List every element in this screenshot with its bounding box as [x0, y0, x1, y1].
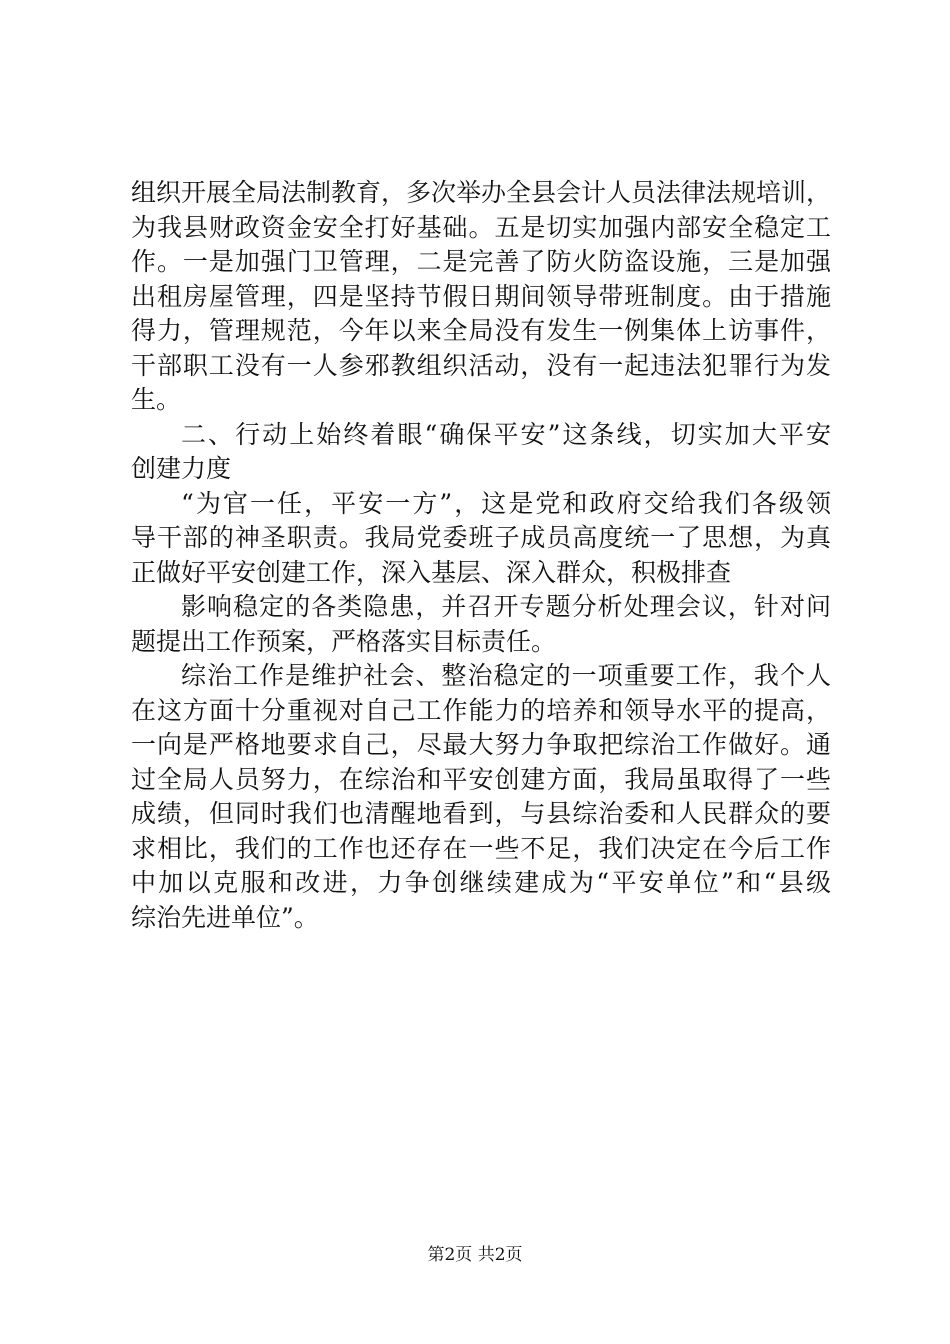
- text-line: 二、行动上始终着眼“确保平安”这条线，切实加大平安: [181, 419, 831, 449]
- text-line: 一向是严格地要求自己，尽最大努力争取把综治工作做好。通: [131, 730, 831, 759]
- text-line: 出租房屋管理，四是坚持节假日期间领导带班制度。由于措施: [131, 281, 831, 311]
- document-body: [131, 176, 831, 935]
- text-line: 中加以克服和改进，力争创继续建成为“平安单位”和“县级: [131, 868, 831, 897]
- text-line: 组织开展全局法制教育，多次举办全县会计人员法律法规培训，: [131, 178, 832, 207]
- text-line: 成绩，但同时我们也清醒地看到，与县综治委和人民群众的要: [131, 799, 831, 828]
- text-line: 过全局人员努力，在综治和平安创建方面，我局虽取得了一些: [131, 764, 831, 794]
- text-line: 创建力度: [131, 454, 232, 483]
- text-line: 导干部的神圣职责。我局党委班子成员高度统一了思想，为真: [131, 523, 831, 552]
- text-line: “为官一任，平安一方”，这是党和政府交给我们各级领: [181, 488, 831, 518]
- text-line: 求相比，我们的工作也还存在一些不足，我们决定在今后工作: [131, 833, 831, 863]
- text-line: 综治先进单位”。: [131, 902, 319, 932]
- text-line: 作。一是加强门卫管理，二是完善了防火防盗设施，三是加强: [131, 247, 831, 276]
- text-line: 得力，管理规范，今年以来全局没有发生一例集体上访事件，: [131, 316, 831, 345]
- text-line: 在这方面十分重视对自己工作能力的培养和领导水平的提高，: [131, 695, 831, 725]
- text-line: 题提出工作预案，严格落实目标责任。: [131, 626, 557, 656]
- text-line: 为我县财政资金安全打好基础。五是切实加强内部安全稳定工: [131, 212, 831, 242]
- text-line: 影响稳定的各类隐患，并召开专题分析处理会议，针对问: [181, 592, 831, 621]
- text-line: 正做好平安创建工作，深入基层、深入群众，积极排查: [131, 557, 732, 587]
- text-line: 生。: [131, 385, 182, 414]
- page-footer: 第2页 共2页: [427, 1245, 523, 1265]
- text-line: 干部职工没有一人参邪教组织活动，没有一起违法犯罪行为发: [131, 350, 831, 380]
- text-line: 综治工作是维护社会、整治稳定的一项重要工作，我个人: [181, 661, 831, 690]
